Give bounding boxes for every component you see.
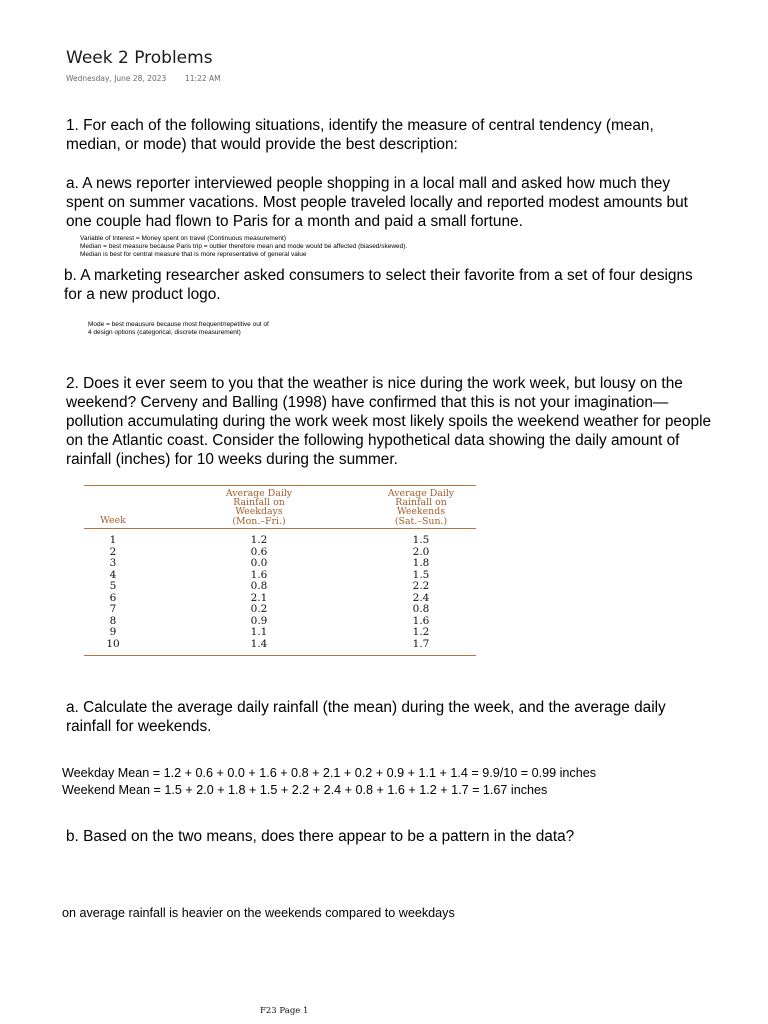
table-row [84, 580, 476, 592]
weekend-rainfall-cell: 1.7 [412, 637, 430, 650]
q1b-question [64, 266, 693, 304]
week-cell: 6 [109, 591, 117, 604]
week-cell: 5 [109, 580, 117, 592]
q2-prompt [66, 374, 711, 469]
q1-prompt-line: median, or mode) that would provide the best description: [66, 136, 458, 153]
q2a-question [66, 698, 666, 736]
table-row [84, 546, 476, 558]
week-cell: 9 [109, 626, 117, 638]
table-row [84, 557, 476, 569]
weekday-rainfall-cell: 1.1 [250, 626, 268, 638]
page-footer: F23 Page 1 [260, 1006, 309, 1016]
header-weekends-line: Average Daily [387, 488, 455, 499]
q1b-line: b. A marketing researcher asked consumers to select their favorite from a set of four designs [64, 267, 693, 284]
weekday-rainfall-cell: 1.2 [250, 534, 268, 546]
q1a-note-line: Variable of Interest = Money spent on travel (Continuous measurement) [80, 235, 287, 242]
week-cell: 1 [109, 534, 117, 546]
week-cell: 7 [109, 603, 117, 615]
page-title: Week 2 Problems [66, 48, 213, 68]
header-weekends-line: (Sat.–Sun.) [394, 515, 448, 527]
weekend-rainfall-cell: 1.5 [412, 534, 430, 546]
weekday-rainfall-cell: 0.2 [250, 603, 268, 615]
q2-prompt-line: rainfall (inches) for 10 weeks during the summer. [66, 451, 398, 468]
weekday-rainfall-cell: 2.1 [250, 591, 268, 604]
weekday-rainfall-cell: 1.6 [250, 568, 268, 581]
q1b-line: for a new product logo. [64, 286, 221, 303]
q1b-note-line: 4 design options (categorical, discrete measurement) [88, 329, 241, 336]
q2-prompt-line: weekend? Cerveny and Balling (1998) have confirmed that this is not your imagination— [66, 394, 669, 411]
rainfall-table [84, 485, 476, 656]
table-row [84, 534, 476, 546]
weekend-rainfall-cell: 1.8 [412, 557, 430, 569]
week-cell: 2 [109, 545, 117, 558]
header-weekdays-line: Average Daily [225, 488, 293, 499]
q2-prompt-line: on the Atlantic coast. Consider the following hypothetical data showing the daily amount of [66, 432, 680, 449]
page-date: Wednesday, June 28, 2023 [66, 74, 167, 83]
q1a-note-line: Median is best for central measure that is more representative of general value [80, 251, 307, 258]
weekend-rainfall-cell: 2.0 [412, 545, 430, 558]
table-row [84, 638, 476, 650]
q2a-line: rainfall for weekends. [66, 718, 212, 735]
header-week: Week [100, 515, 126, 526]
header-weekdays-line: Rainfall on [233, 497, 285, 509]
header-weekdays [204, 489, 314, 526]
q1b-note-line: Mode = best meausure because most frequent/repetitive out of [88, 321, 269, 328]
table-row [84, 592, 476, 604]
week-cell: 3 [109, 557, 117, 569]
weekend-mean-line: Weekend Mean = 1.5 + 2.0 + 1.8 + 1.5 + 2.2 + 2.4 + 0.8 + 1.6 + 1.2 + 1.7 = 1.67 inches [62, 783, 548, 797]
q1b-note [88, 321, 269, 337]
weekend-rainfall-cell: 2.2 [412, 580, 430, 592]
q2b-answer: on average rainfall is heavier on the weekends compared to weekdays [62, 906, 455, 920]
page-time: 11:22 AM [185, 74, 221, 83]
q2a-answer [62, 765, 596, 799]
header-weekends-line: Weekends [396, 506, 446, 518]
weekend-rainfall-cell: 1.2 [412, 626, 430, 638]
weekend-rainfall-cell: 1.6 [412, 614, 430, 627]
q1a-note-line: Median = best measure because Paris trip = outlier therefore mean and mode would be affected (biased/skewed). [80, 243, 408, 250]
table-row [84, 626, 476, 638]
q1a-question [66, 174, 688, 231]
header-weekends [366, 489, 476, 526]
q1a-note [80, 235, 407, 259]
weekday-mean-line: Weekday Mean = 1.2 + 0.6 + 0.0 + 1.6 + 0.8 + 2.1 + 0.2 + 0.9 + 1.1 + 1.4 = 9.9/10 = 0.99 inches [62, 766, 596, 780]
table-bottom-rule [84, 655, 476, 656]
table-row [84, 603, 476, 615]
week-cell: 4 [109, 568, 117, 581]
q2a-line: a. Calculate the average daily rainfall (the mean) during the week, and the average daily [66, 699, 666, 716]
weekend-rainfall-cell: 2.4 [412, 591, 430, 604]
q1a-line: one couple had flown to Paris for a month and paid a small fortune. [66, 213, 523, 230]
q1a-line: a. A news reporter interviewed people shopping in a local mall and asked how much they [66, 175, 671, 192]
weekday-rainfall-cell: 0.8 [250, 580, 268, 592]
table-header [84, 486, 476, 528]
weekday-rainfall-cell: 0.6 [250, 545, 268, 558]
q1-prompt-line: 1. For each of the following situations, identify the measure of central tendency (mean, [66, 117, 654, 134]
table-body [84, 529, 476, 655]
table-row [84, 569, 476, 581]
q2-prompt-line: pollution accumulating during the work week most likely spoils the weekend weather for people [66, 413, 712, 430]
header-weekdays-line: (Mon.–Fri.) [232, 515, 286, 527]
weekday-rainfall-cell: 0.9 [250, 614, 268, 627]
q2-prompt-line: 2. Does it ever seem to you that the weather is nice during the work week, but lousy on the [66, 375, 683, 392]
week-cell: 10 [106, 637, 120, 650]
q1-prompt [66, 116, 654, 154]
table-row [84, 615, 476, 627]
header-weekdays-line: Weekdays [235, 506, 283, 518]
weekday-rainfall-cell: 0.0 [250, 557, 268, 569]
q1a-line: spent on summer vacations. Most people traveled locally and reported modest amounts but [66, 194, 688, 211]
header-weekends-line: Rainfall on [395, 497, 447, 509]
weekday-rainfall-cell: 1.4 [250, 637, 268, 650]
weekend-rainfall-cell: 1.5 [412, 568, 430, 581]
weekend-rainfall-cell: 0.8 [412, 603, 430, 615]
q2b-question: b. Based on the two means, does there appear to be a pattern in the data? [66, 828, 575, 845]
week-cell: 8 [109, 614, 117, 627]
